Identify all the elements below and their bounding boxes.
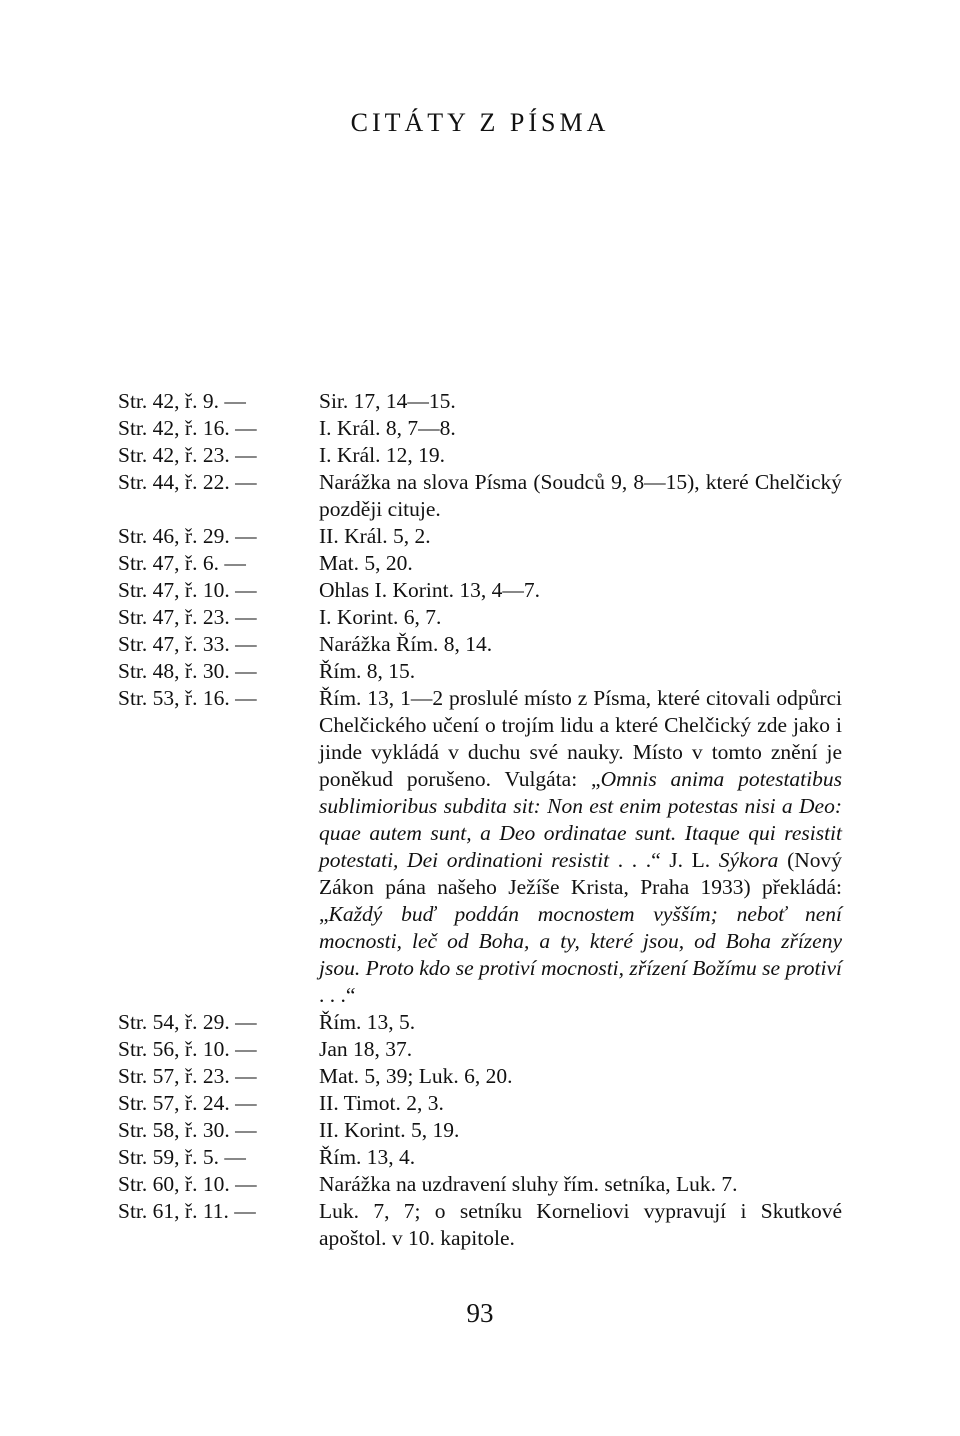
- citation-text: I. Král. 8, 7—8.: [319, 416, 456, 440]
- citation-text-segment: (Nový Zákon pána našeho Ježíše Krista, Praha 1933) překládá: „: [319, 848, 842, 926]
- citation-entry: [118, 1063, 842, 1090]
- citation-entry: [118, 1171, 842, 1198]
- citation-entry: [118, 469, 842, 523]
- citation-reference: Str. 58, ř. 30. —: [118, 1118, 257, 1142]
- citation-text: I. Král. 12, 19.: [319, 443, 445, 467]
- citation-entry: [118, 1090, 842, 1117]
- citation-entry: [118, 1117, 842, 1144]
- citation-reference: Str. 47, ř. 10. —: [118, 578, 257, 602]
- citation-reference: Str. 57, ř. 23. —: [118, 1064, 257, 1088]
- citation-text: Mat. 5, 20.: [319, 551, 413, 575]
- citation-text: Sir. 17, 14—15.: [319, 389, 456, 413]
- citation-text: II. Timot. 2, 3.: [319, 1091, 444, 1115]
- citation-reference: Str. 57, ř. 24. —: [118, 1091, 257, 1115]
- citation-reference: Str. 42, ř. 16. —: [118, 416, 257, 440]
- citation-entry: [118, 1036, 842, 1063]
- citation-text-segment: . . .“ J. L.: [609, 848, 719, 872]
- citation-entry: [118, 577, 842, 604]
- citation-entry: [118, 388, 842, 415]
- citation-reference: Str. 42, ř. 23. —: [118, 443, 257, 467]
- citation-reference: Str. 47, ř. 23. —: [118, 605, 257, 629]
- citation-text: Mat. 5, 39; Luk. 6, 20.: [319, 1064, 513, 1088]
- citation-list: [118, 388, 842, 1252]
- citation-reference: Str. 54, ř. 29. —: [118, 1010, 257, 1034]
- citation-text: Narážka Řím. 8, 14.: [319, 632, 493, 656]
- citation-reference: Str. 60, ř. 10. —: [118, 1172, 257, 1196]
- page-title: CITÁTY Z PÍSMA: [350, 108, 610, 137]
- citation-entry: [118, 631, 842, 658]
- citation-reference: Str. 59, ř. 5. —: [118, 1145, 246, 1169]
- citation-text: Řím. 13, 4.: [319, 1145, 416, 1169]
- citation-text: Narážka na slova Písma (Soudců 9, 8—15), které Chelčický později cituje.: [319, 470, 842, 521]
- citation-entry: [118, 1009, 842, 1036]
- page-number: 93: [466, 1298, 494, 1328]
- citation-text: Narážka na uzdravení sluhy řím. setníka, Luk. 7.: [319, 1172, 738, 1196]
- citation-reference: Str. 42, ř. 9. —: [118, 389, 246, 413]
- citation-entry: [118, 1144, 842, 1171]
- citation-reference: Str. 53, ř. 16. —: [118, 686, 257, 710]
- citation-entry: [118, 685, 842, 1009]
- citation-reference: Str. 48, ř. 30. —: [118, 659, 257, 683]
- citation-reference: Str. 61, ř. 11. —: [118, 1199, 256, 1223]
- citation-entry: [118, 415, 842, 442]
- citation-text: Řím. 13, 5.: [319, 1010, 416, 1034]
- citation-text: [319, 685, 842, 1009]
- citation-entry: [118, 442, 842, 469]
- citation-entry: [118, 604, 842, 631]
- citation-text-segment: Řím. 13, 1—2 proslulé místo z Písma, které citovali odpůrci Chelčického učení o trojím lidu a které Chelčický zde jako i jinde vykládá v duchu své nauky. Místo v tomto znění je poněkud porušeno. Vulgáta: „: [319, 686, 842, 791]
- citation-entry: [118, 658, 842, 685]
- citation-text: Luk. 7, 7; o setníku Korneliovi vypravují i Skutkové apoštol. v 10. kapitole.: [319, 1199, 842, 1250]
- citation-text: II. Král. 5, 2.: [319, 524, 431, 548]
- citation-reference: Str. 44, ř. 22. —: [118, 470, 257, 494]
- citation-text-segment: . . .“: [319, 983, 356, 1007]
- citation-reference: Str. 47, ř. 6. —: [118, 551, 246, 575]
- citation-quote-italic: Každý buď poddán mocnostem vyšším; neboť není mocnosti, leč od Boha, a ty, které jsou, od Boha zřízeny jsou. Proto kdo se protiví mocnosti, zřízení Božímu se protiví: [319, 902, 842, 980]
- citation-quote-italic: Omnis anima potestatibus sublimioribus subdita sit: Non est enim potestas nisi a Deo: quae autem sunt, a Deo ordinatae sunt. Itaque qui resistit potestati, Dei ordinationi resistit: [319, 767, 842, 872]
- citation-text: Jan 18, 37.: [319, 1037, 413, 1061]
- citation-reference: Str. 56, ř. 10. —: [118, 1037, 257, 1061]
- citation-entry: [118, 1198, 842, 1252]
- citation-entry: [118, 550, 842, 577]
- citation-reference: Str. 46, ř. 29. —: [118, 524, 257, 548]
- citation-quote-italic: Sýkora: [718, 848, 779, 872]
- citation-entry: [118, 523, 842, 550]
- citation-reference: Str. 47, ř. 33. —: [118, 632, 257, 656]
- citation-text: Řím. 8, 15.: [319, 659, 416, 683]
- citation-text: Ohlas I. Korint. 13, 4—7.: [319, 578, 540, 602]
- citation-text: II. Korint. 5, 19.: [319, 1118, 460, 1142]
- citation-text: I. Korint. 6, 7.: [319, 605, 442, 629]
